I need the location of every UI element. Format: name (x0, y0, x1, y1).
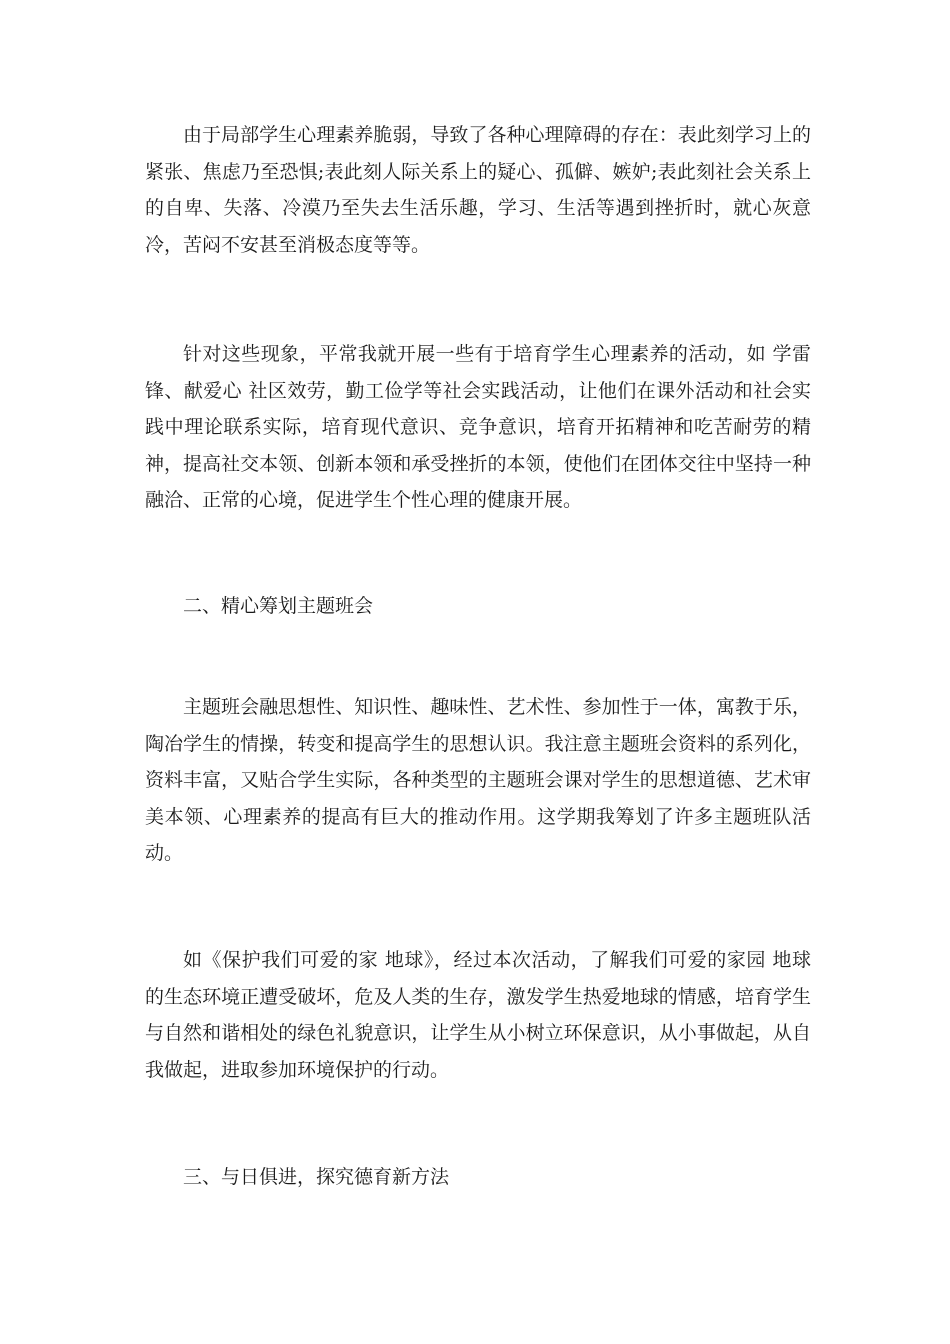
paragraph-earth-activity: 如《保护我们可爱的家 地球》，经过本次活动，了解我们可爱的家园 地球的生态环境正遭受破坏，危及人类的生存，激发学生热爱地球的情感，培育学生与自然和谐相处的绿色礼貌意识，让学生从小树立环保意识，从小事做起，从自我做起，进取参加环境保护的行动。 (145, 949, 811, 1081)
section-heading-new-methods: 三、与日俱进，探究德育新方法 (183, 1166, 450, 1188)
paragraph-social-practice: 针对这些现象，平常我就开展一些有于培育学生心理素养的活动，如 学雷锋、献爱心 社区效劳，勤工俭学等社会实践活动，让他们在课外活动和社会实践中理论联系实际，培育现代意识、竞争意识，培育开拓精神和吃苦耐劳的精神，提高社交本领、创新本领和承受挫折的本领，使他们在团体交往中坚持一种融洽、正常的心境，促进学生个性心理的健康开展。 (145, 343, 811, 511)
section-heading-theme-class-meeting: 二、精心筹划主题班会 (183, 595, 374, 617)
paragraph-psychological-issues: 由于局部学生心理素养脆弱，导致了各种心理障碍的存在：表此刻学习上的紧张、焦虑乃至恐惧;表此刻人际关系上的疑心、孤僻、嫉妒;表此刻社会关系上的自卑、失落、冷漠乃至失去生活乐趣，学习、生活等遇到挫折时，就心灰意冷，苦闷不安甚至消极态度等等。 (145, 124, 811, 256)
paragraph-theme-class-meeting: 主题班会融思想性、知识性、趣味性、艺术性、参加性于一体，寓教于乐，陶冶学生的情操，转变和提高学生的思想认识。我注意主题班会资料的系列化，资料丰富，又贴合学生实际，各种类型的主题班会课对学生的思想道德、艺术审美本领、心理素养的提高有巨大的推动作用。这学期我筹划了许多主题班队活动。 (145, 696, 811, 864)
